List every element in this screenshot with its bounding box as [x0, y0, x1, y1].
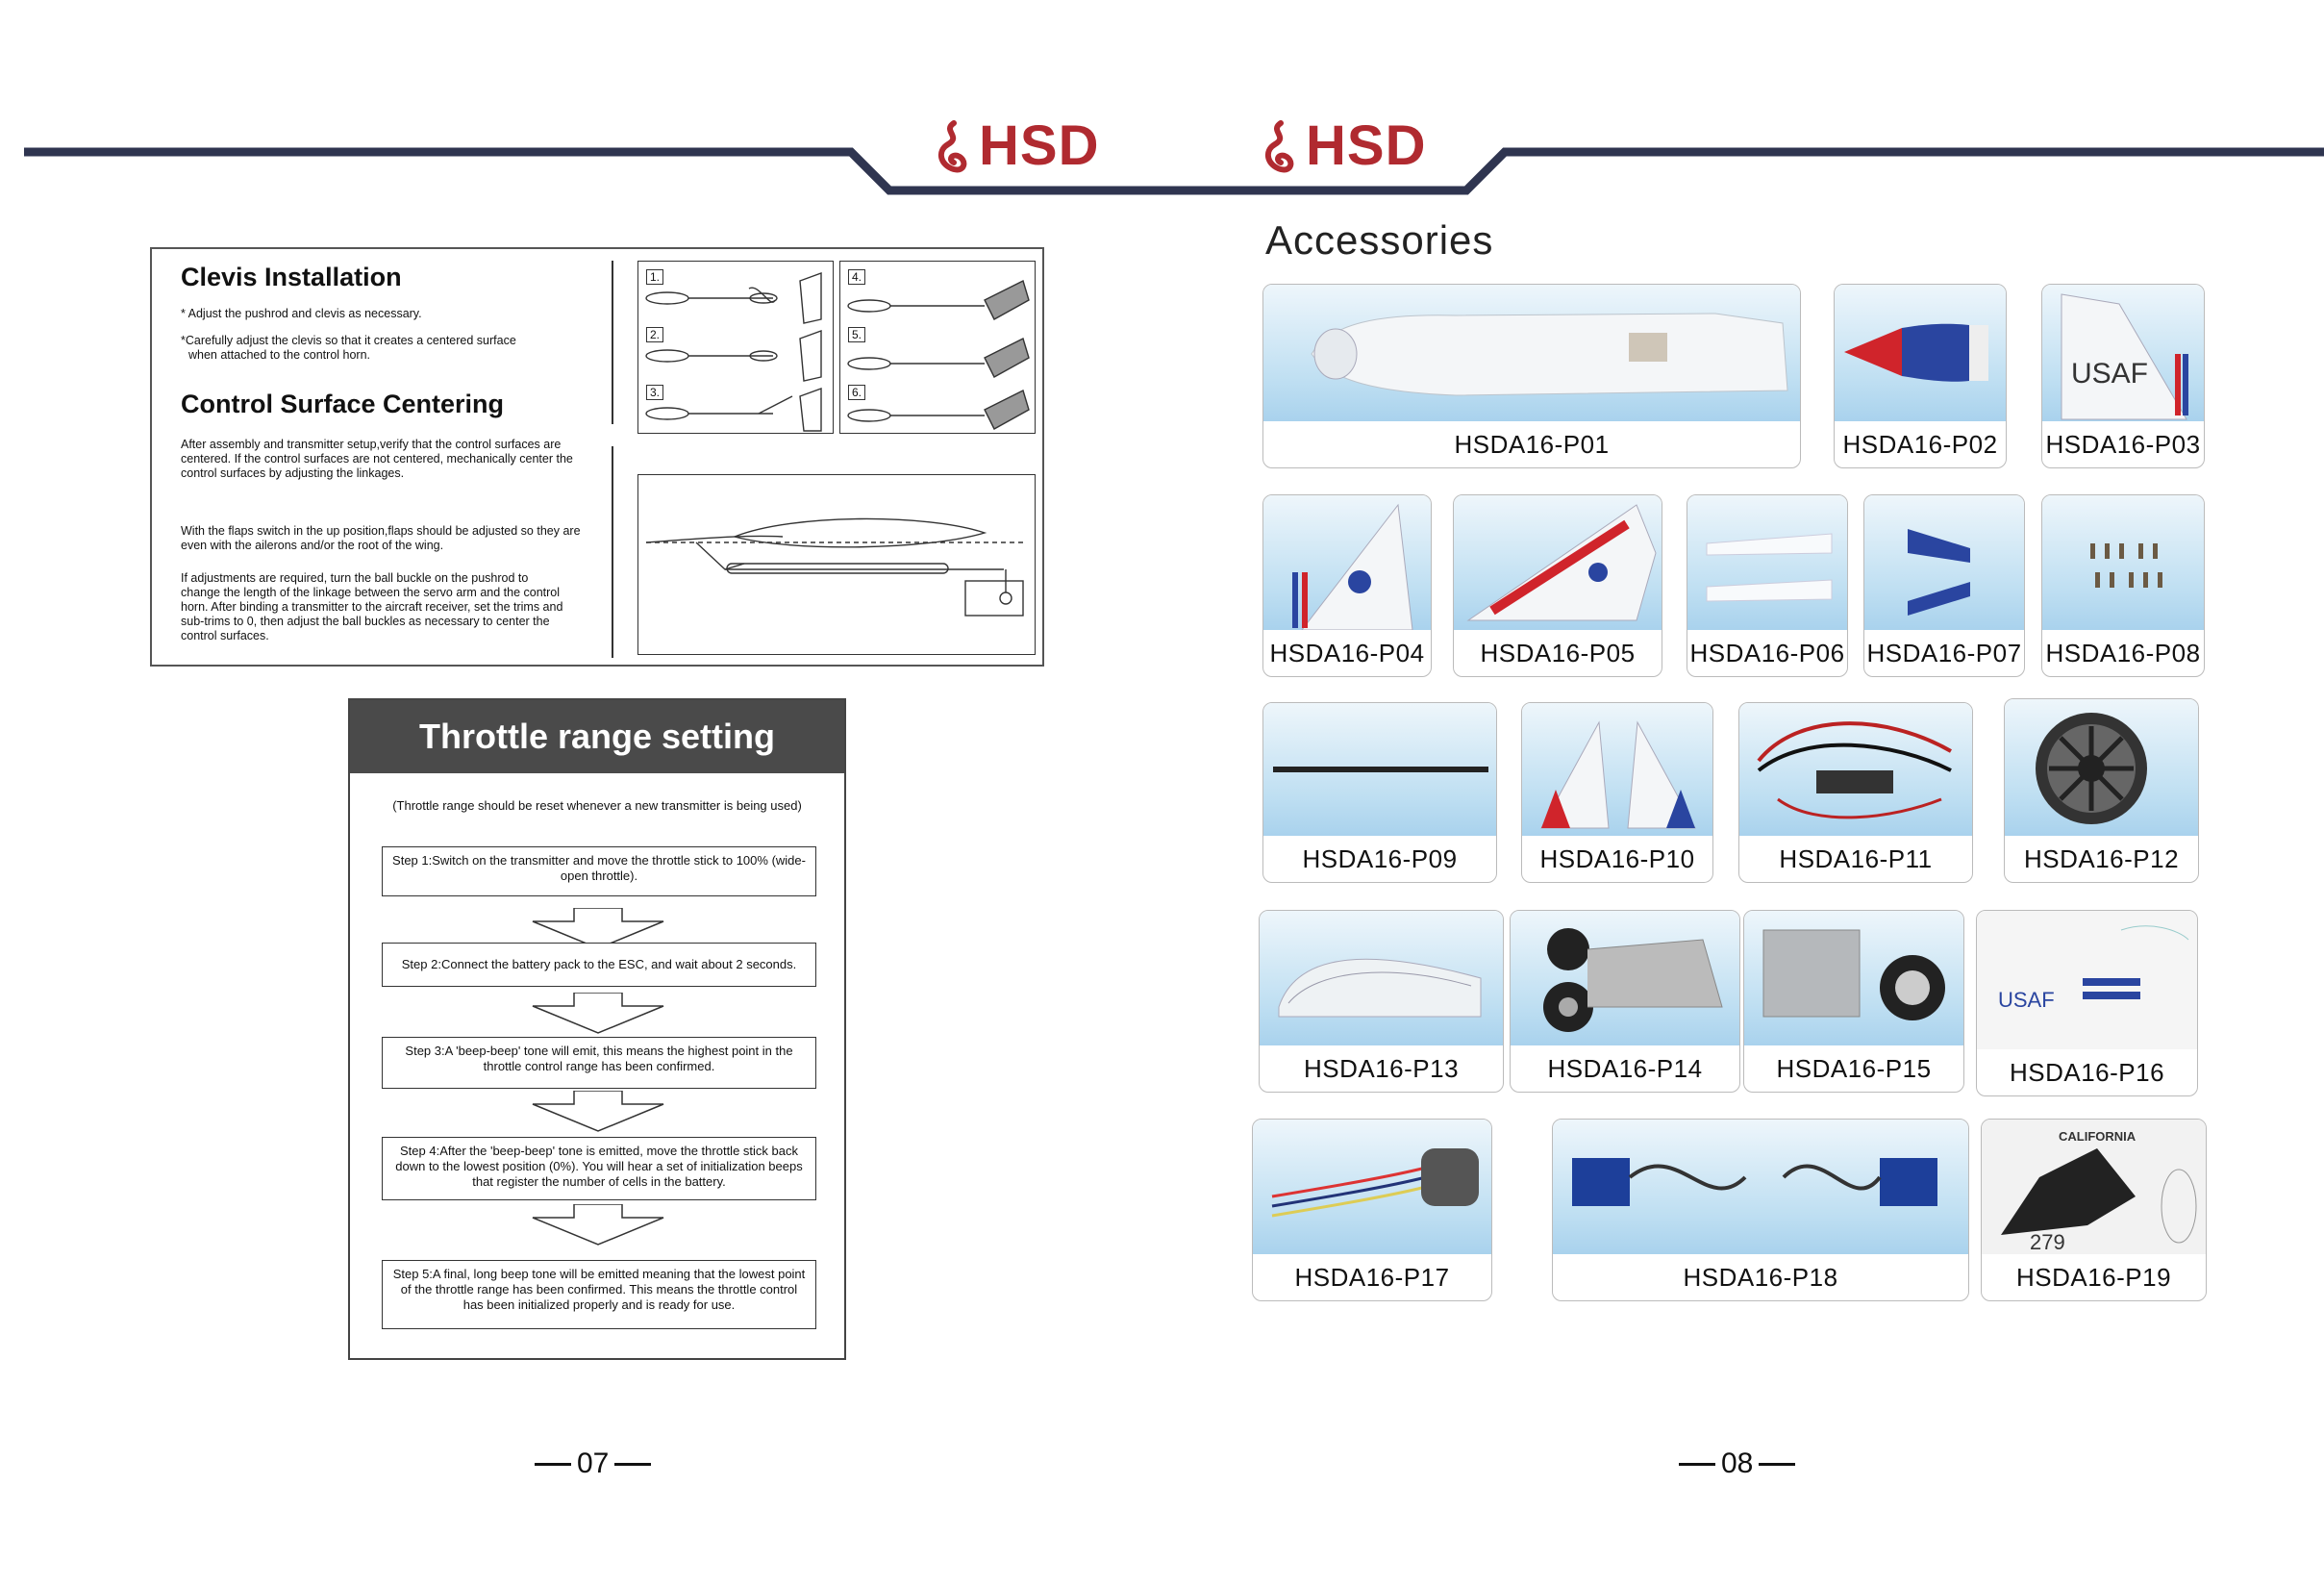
decal-sheet-image [1982, 1120, 2206, 1254]
part-card-p11 [1738, 702, 1973, 883]
throttle-step-2: Step 2:Connect the battery pack to the ESC, and wait about 2 seconds. [382, 943, 816, 987]
part-card-p04 [1262, 494, 1432, 677]
part-card-p18 [1552, 1119, 1969, 1301]
part-card-p17 [1252, 1119, 1492, 1301]
stabilizer-image [1687, 495, 1847, 630]
tail-fin-image [2042, 285, 2204, 421]
page-number-text: 08 [1721, 1448, 1754, 1479]
part-card-p12 [2004, 698, 2199, 883]
part-label: HSDA16-P17 [1294, 1263, 1450, 1292]
accessories-title: Accessories [1265, 217, 1494, 263]
main-gear-image [1511, 911, 1739, 1045]
part-label: HSDA16-P05 [1480, 639, 1636, 667]
down-arrow-icon [531, 993, 665, 1035]
header-band [0, 135, 2324, 202]
hsd-logo-right [1260, 113, 1426, 178]
fuselage-image [1263, 285, 1800, 421]
clevis-drawing [840, 262, 1037, 435]
usaf-text: USAF [2071, 358, 2149, 390]
clevis-line-2: *Carefully adjust the clevis so that it creates a centered surface [181, 334, 516, 347]
part-label: HSDA16-P08 [2045, 639, 2201, 667]
throttle-note: (Throttle range should be reset whenever a new transmitter is being used) [392, 798, 802, 813]
brand-name: HSD [979, 114, 1100, 177]
wing-linkage-drawing [638, 475, 1037, 656]
part-label: HSDA16-P14 [1547, 1054, 1703, 1083]
carbon-rod-image [1263, 703, 1496, 836]
throttle-step-5: Step 5:A final, long beep tone will be emitted meaning that the lowest point of the throttle range has been confirmed. This means the throttle control has been initialized properly and is ready for use. [382, 1260, 816, 1329]
part-label: HSDA16-P01 [1454, 430, 1610, 459]
part-label: HSDA16-P03 [2045, 430, 2201, 459]
decal-sheet-image [1977, 911, 2197, 1049]
edf-fan-image [2005, 699, 2198, 836]
part-label: HSDA16-P12 [2023, 844, 2180, 873]
throttle-step-1: Step 1:Switch on the transmitter and move the throttle stick to 100% (wide-open throttle). [382, 846, 816, 896]
part-card-p08 [2041, 494, 2205, 677]
usaf-text: USAF [1998, 988, 2055, 1012]
part-card-p03 [2041, 284, 2205, 468]
clevis-drawing [638, 262, 835, 435]
part-label: HSDA16-P11 [1779, 844, 1933, 873]
page-number-text: 07 [577, 1448, 610, 1479]
servos-image [1553, 1120, 1968, 1254]
divider [612, 261, 613, 424]
part-card-p01 [1262, 284, 1801, 468]
flame-logo-icon [1260, 119, 1296, 173]
step-label: 3. [646, 385, 663, 400]
throttle-step-3: Step 3:A 'beep-beep' tone will emit, this means the highest point in the throttle control range has been confirmed. [382, 1037, 816, 1089]
part-card-p19 [1981, 1119, 2207, 1301]
vertical-stab-image [1263, 495, 1431, 630]
page-number-right [1679, 1448, 1795, 1480]
part-label: HSDA16-P10 [1539, 844, 1695, 873]
california-text: CALIFORNIA [2059, 1129, 2137, 1144]
centering-title: Control Surface Centering [181, 390, 505, 418]
control-surface-image [1864, 495, 2024, 630]
step-label: 4. [848, 269, 865, 285]
esc-image [1739, 703, 1972, 836]
brand-name: HSD [1306, 114, 1427, 177]
part-label: HSDA16-P07 [1866, 639, 2022, 667]
part-card-p15 [1743, 910, 1964, 1093]
part-label: HSDA16-P09 [1302, 844, 1458, 873]
part-card-p05 [1453, 494, 1662, 677]
clevis-diagram-left [637, 261, 834, 434]
throttle-section [348, 698, 846, 1360]
flame-logo-icon [933, 119, 969, 173]
screws-image [2042, 495, 2204, 630]
part-card-p06 [1687, 494, 1848, 677]
part-label: HSDA16-P06 [1689, 639, 1845, 667]
part-card-p16 [1976, 910, 2198, 1096]
page-number-left [535, 1448, 651, 1480]
divider [612, 446, 613, 658]
part-card-p13 [1259, 910, 1504, 1093]
centering-para-2: With the flaps switch in the up position,flaps should be adjusted so they are even with the ailerons and/or the root of the wing. [181, 524, 581, 552]
step-label: 5. [848, 327, 865, 342]
hsd-logo-left [933, 113, 1099, 178]
centering-para-3: If adjustments are required, turn the ball buckle on the pushrod to change the length of the linkage between the servo arm and the control horn. After binding a transmitter to the aircraft receiver, set the trims and sub-trims to 0, then adjust the ball buckles as necessary to center the control surfaces. [181, 571, 563, 642]
step-label: 6. [848, 385, 865, 400]
part-label: HSDA16-P13 [1303, 1054, 1460, 1083]
clevis-title: Clevis Installation [181, 263, 402, 291]
centering-diagram [637, 474, 1036, 655]
part-card-p14 [1510, 910, 1740, 1093]
part-label: HSDA16-P15 [1776, 1054, 1932, 1083]
part-card-p10 [1521, 702, 1713, 883]
throttle-title: Throttle range setting [350, 700, 844, 773]
clevis-line-2b: when attached to the control horn. [188, 348, 371, 362]
clevis-section [150, 247, 1044, 667]
canopy-image [1260, 911, 1503, 1045]
clevis-diagram-right [839, 261, 1036, 434]
clevis-line-1: * Adjust the pushrod and clevis as necessary. [181, 307, 422, 320]
nose-cone-image [1835, 285, 2006, 421]
part-label: HSDA16-P18 [1683, 1263, 1838, 1292]
ventral-fins-image [1522, 703, 1712, 836]
step-label: 2. [646, 327, 663, 342]
throttle-step-4: Step 4:After the 'beep-beep' tone is emitted, move the throttle stick back down to the lowest position (0%). You will hear a set of initialization beeps that register the number of cells in the battery. [382, 1137, 816, 1200]
part-card-p07 [1863, 494, 2025, 677]
wing-image [1454, 495, 1662, 630]
part-label: HSDA16-P19 [2015, 1263, 2172, 1292]
centering-para-1: After assembly and transmitter setup,verify that the control surfaces are centered. If the control surfaces are not centered, mechanically center the control surfaces by adjusting the linkages. [181, 438, 573, 480]
motor-image [1253, 1120, 1491, 1254]
part-card-p02 [1834, 284, 2007, 468]
part-label: HSDA16-P02 [1842, 430, 1998, 459]
part-label: HSDA16-P04 [1269, 639, 1425, 667]
nose-gear-image [1744, 911, 1963, 1045]
part-card-p09 [1262, 702, 1497, 883]
part-label: HSDA16-P16 [2009, 1058, 2165, 1087]
tail-number-text: 279 [2030, 1230, 2065, 1254]
down-arrow-icon [531, 1204, 665, 1246]
down-arrow-icon [531, 1091, 665, 1133]
step-label: 1. [646, 269, 663, 285]
